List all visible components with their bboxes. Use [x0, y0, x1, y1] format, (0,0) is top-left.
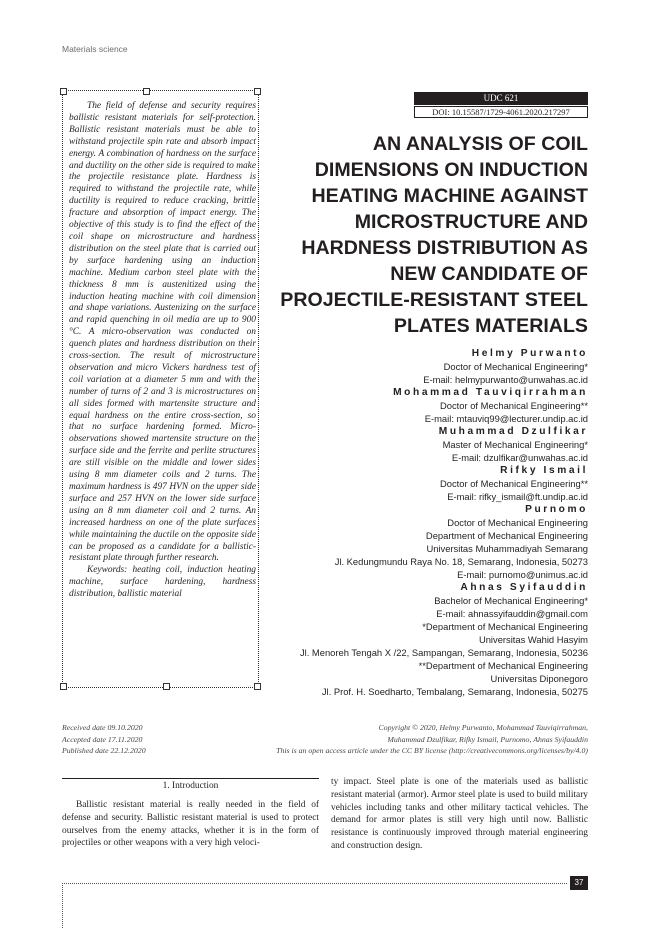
copyright-notice: [250, 722, 588, 757]
license-line[interactable]: This is an open access article under the CC BY license (http://creativecommons.org/licenses/by/4.0): [276, 746, 588, 755]
udc-code: UDC 621: [414, 92, 588, 105]
copyright-line: Copyright © 2020, Helmy Purwanto, Mohammad Tauviqirrahman,: [378, 723, 588, 732]
accepted-date: Accepted date 17.11.2020: [62, 734, 143, 744]
author: [250, 425, 588, 464]
abstract: [69, 101, 256, 601]
doi-link[interactable]: DOI: 10.15587/1729-4061.2020.217297: [414, 106, 588, 118]
copyright-line: Muhammad Dzulfikar, Rifky Ismail, Purnomo, Ahnas Syifauddin: [387, 734, 588, 744]
affiliation-line: **Department of Mechanical Engineering: [418, 660, 588, 671]
affiliation-line: Universitas Diponegoro: [490, 673, 588, 684]
affiliation-line: Jl. Menoreh Tengah X /22, Sampangan, Semarang, Indonesia, 50236: [299, 647, 588, 658]
author-email[interactable]: E-mail: rifky_ismail@ft.undip.ac.id: [447, 491, 588, 502]
author-degree: Bachelor of Mechanical Engineering*: [434, 595, 588, 606]
author-name: Muhammad Dzulfikar: [438, 426, 588, 437]
body-column-left: [62, 799, 319, 850]
section-heading: 1. Introduction: [62, 778, 319, 791]
author: [250, 503, 588, 581]
corner-marker: [60, 683, 67, 690]
received-date: Received date 09.10.2020: [62, 723, 143, 732]
author: [250, 347, 588, 386]
journal-section-label: Materials science: [62, 44, 128, 54]
corner-marker: [143, 88, 150, 95]
abstract-box: [62, 90, 259, 688]
page-number: 37: [570, 876, 588, 890]
affiliation-line: Universitas Wahid Hasyim: [478, 634, 588, 645]
corner-marker: [254, 88, 261, 95]
author-department: Department of Mechanical Engineering: [425, 530, 588, 541]
affiliation-line: Jl. Prof. H. Soedharto, Tembalang, Semarang, Indonesia, 50275: [321, 686, 588, 697]
author-name: Mohammad Tauviqirrahman: [393, 387, 588, 398]
author-address: Jl. Kedungmundu Raya No. 18, Semarang, Indonesia, 50273: [334, 556, 588, 567]
corner-marker: [163, 683, 170, 690]
author-degree: Doctor of Mechanical Engineering**: [440, 478, 588, 489]
author-block: [250, 347, 588, 698]
author-email[interactable]: E-mail: purnomo@unimus.ac.id: [457, 569, 588, 580]
corner-marker: [60, 88, 67, 95]
author-email[interactable]: E-mail: ahnassyifauddin@gmail.com: [436, 608, 588, 619]
body-paragraph: Ballistic resistant material is really needed in the field of defense and security. Ballistic resistant material is used to protect ourselves from the enemy attacks, whether it is in the form of projectiles or other weapons with a very high veloci-: [62, 800, 319, 849]
published-date: Published date 22.12.2020: [62, 746, 146, 755]
body-paragraph: ty impact. Steel plate is one of the materials used as ballistic resistant material (armor). Armor steel plate is used to build military vehicles including tanks and other military tactical vehicles. The demand for armor plates is still very high until now. Ballistic resistance is continuously improved through material engineering and construction design.: [331, 777, 588, 851]
author-email[interactable]: E-mail: dzulfikar@unwahas.ac.id: [451, 452, 588, 463]
author-email[interactable]: E-mail: mtauviq99@lecturer.undip.ac.id: [424, 413, 588, 424]
author-name: Rifky Ismail: [500, 465, 588, 476]
footer-divider: [62, 883, 567, 884]
author: [250, 464, 588, 503]
keywords: Keywords: heating coil, induction heating machine, surface hardening, hardness distribution, ballistic material: [69, 565, 256, 600]
body-column-right: [331, 776, 588, 853]
article-dates: [62, 722, 146, 757]
author-name: Ahnas Syifauddin: [460, 582, 588, 593]
paper-title: AN ANALYSIS OF COIL DIMENSIONS ON INDUCTION HEATING MACHINE AGAINST MICROSTRUCTURE AND HARDNESS DISTRIBUTION AS NEW CANDIDATE OF PROJECTILE-RESISTANT STEEL PLATES MATERIALS: [280, 133, 588, 337]
author-name: Purnomo: [525, 504, 588, 515]
affiliation-line: *Department of Mechanical Engineering: [422, 621, 588, 632]
author-degree: Doctor of Mechanical Engineering: [447, 517, 588, 528]
abstract-body: The field of defense and security requires ballistic resistant materials for self-protection. Ballistic resistant materials must be able to withstand projectile spin rate and absorb impact energy. A combination of hardness on the surface and ductility on the other side is required to make the projectile resistance plate. Hardness is required to withstand the projectile rate, while ductility is required to reduce cracking, brittle fracture and absorption of impact energy. The objective of this study is to find the effect of the coil shape on microstructure and hardness distribution on the steel plate that is carried out by surface hardening using an induction machine. Medium carbon steel plate with the thickness 8 mm is austenitized using the induction heating machine with coil dimension and shape variations. Austenizing on the surface and rapid quenching in oil media are up to 900 °C. A micro-observation was conducted on quench plates and hardness distribution on their cross-section. The result of microstructure observation and micro Vickers hardness test of coil variation at a diameter 5 mm and with the number of turns of 2 and 3 is microstructures on all sides formed with martensite structure and equal hardness on the entire cross-section, so that no surface hardening formed. Micro-observations showed martensite structure on the surface side and the ferrite and perlite structures are still visible on the middle and lower sides using 8 mm diameter coils and 2 turns. The maximum hardness is 497 HVN on the upper side surface and 257 HVN on the lower side surface using an 8 mm diameter coil and 2 turns. An increased hardness on one of the plate surfaces while maintaining the ductile on the opposite side can be proposed as a candidate for a ballistic-resistant plate through further research.: [69, 101, 256, 564]
author: [250, 581, 588, 620]
author-university: Universitas Muhammadiyah Semarang: [426, 543, 588, 554]
author: [250, 386, 588, 425]
author-email[interactable]: E-mail: helmypurwanto@unwahas.ac.id: [423, 374, 588, 385]
footer-divider-vertical: [62, 883, 63, 928]
author-degree: Doctor of Mechanical Engineering**: [440, 400, 588, 411]
author-degree: Master of Mechanical Engineering*: [442, 439, 588, 450]
author-degree: Doctor of Mechanical Engineering*: [443, 361, 588, 372]
author-name: Helmy Purwanto: [471, 348, 588, 359]
